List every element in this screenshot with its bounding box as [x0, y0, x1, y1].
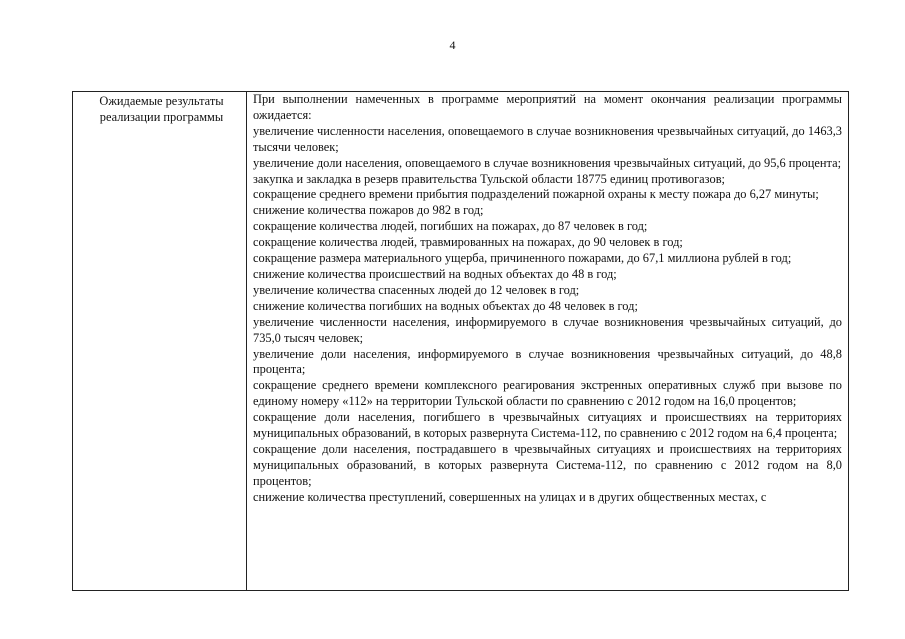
result-item: сокращение доли населения, погибшего в чрезвычайных ситуациях и происшествиях на территориях муниципальных образований, в которых развернута Система-112, по сравнению с 2012 годом на 6,4 процента;	[253, 410, 842, 441]
result-item: сокращение доли населения, пострадавшего в чрезвычайных ситуациях и происшествиях на территориях муниципальных образований, в которых развернута Система-112, по сравнению с 2012 годом на 8,0 процентов;	[253, 441, 842, 488]
result-item: увеличение численности населения, оповещаемого в случае возникновения чрезвычайных ситуаций, до 1463,3 тысячи человек;	[253, 123, 842, 154]
result-item: увеличение количества спасенных людей до 12 человек в год;	[253, 282, 580, 297]
result-item: увеличение численности населения, информируемого в случае возникновения чрезвычайных ситуаций, до 735,0 тысяч человек;	[253, 314, 842, 345]
table-label: Ожидаемые результаты реализации программы	[99, 94, 224, 124]
result-item: снижение количества погибших на водных объектах до 48 человек в год;	[253, 298, 638, 313]
result-item: сокращение среднего времени прибытия подразделений пожарной охраны к месту пожара до 6,27 минуты;	[253, 187, 819, 202]
results-table	[72, 91, 849, 591]
result-item: При выполнении намеченных в программе мероприятий на момент окончания реализации программы ожидается:	[253, 92, 842, 122]
result-item: сокращение количества людей, травмированных на пожарах, до 90 человек в год;	[253, 235, 683, 250]
result-item: увеличение доли населения, информируемого в случае возникновения чрезвычайных ситуаций, до 48,8 процента;	[253, 346, 842, 377]
result-item: закупка и закладка в резерв правительства Тульской области 18775 единиц противогазов;	[253, 171, 725, 186]
result-item: увеличение доли населения, оповещаемого в случае возникновения чрезвычайных ситуаций, до 95,6 процента;	[253, 155, 842, 170]
result-item: снижение количества происшествий на водных объектах до 48 в год;	[253, 266, 617, 281]
result-item: снижение количества пожаров до 982 в год;	[253, 203, 484, 218]
table-content-cell	[247, 92, 848, 590]
result-item: сокращение среднего времени комплексного реагирования экстренных оперативных служб при вызове по единому номеру «112» на территории Тульской области по сравнению с 2012 годом на 16,0 процентов;	[253, 378, 842, 409]
table-label-cell	[73, 92, 247, 590]
result-item: снижение количества преступлений, совершенных на улицах и в других общественных местах, с	[253, 489, 767, 504]
page-number: 4	[449, 38, 456, 52]
result-item: сокращение количества людей, погибших на пожарах, до 87 человек в год;	[253, 219, 648, 234]
result-item: сокращение размера материального ущерба, причиненного пожарами, до 67,1 миллиона рублей в год;	[253, 251, 792, 266]
